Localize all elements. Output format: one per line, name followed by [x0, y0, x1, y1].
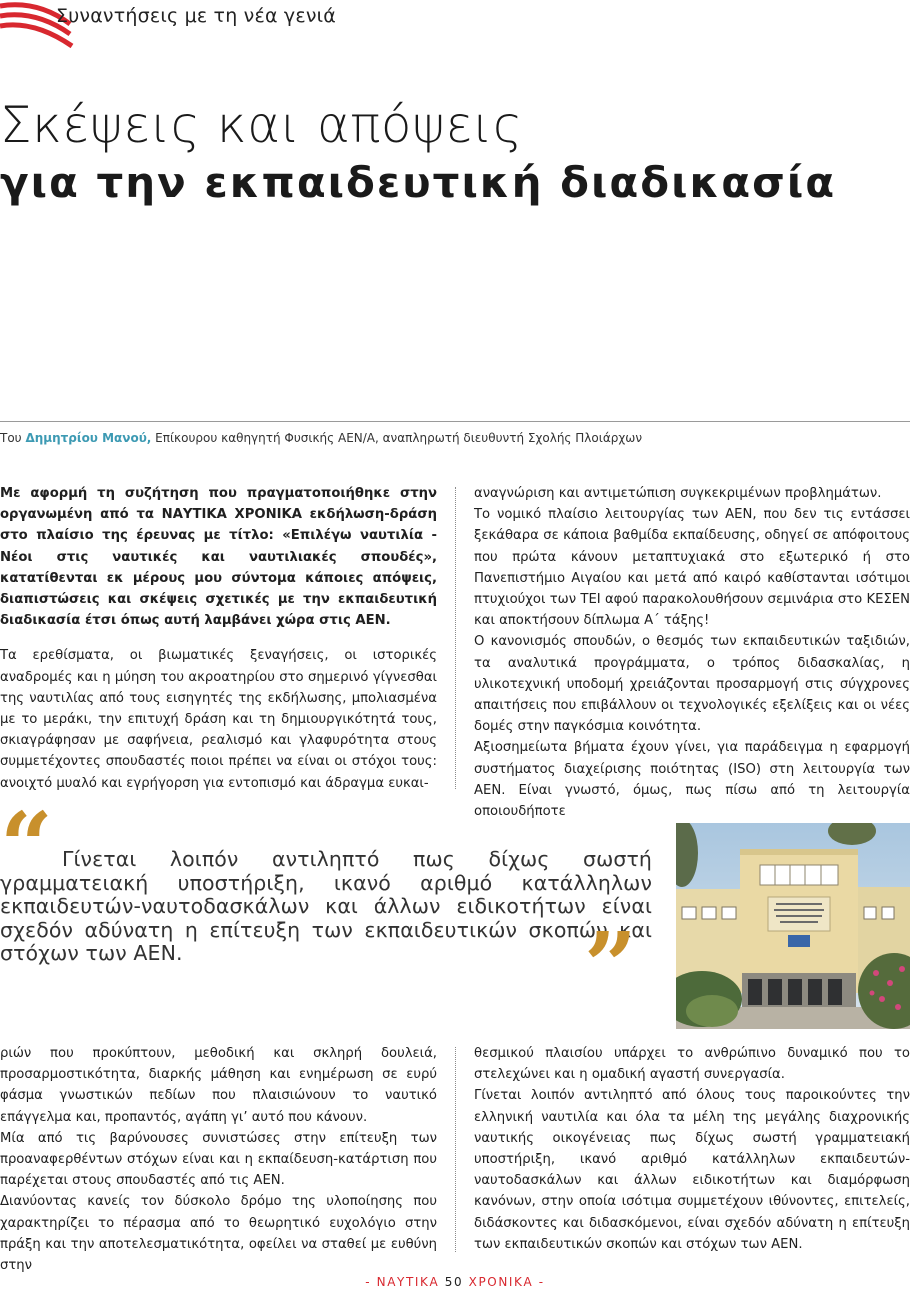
- open-quote-mark-icon: “: [0, 792, 53, 900]
- article-title-line2: για την εκπαιδευτική διαδικασία: [0, 158, 837, 207]
- school-building-photo: [676, 823, 910, 1029]
- byline: [0, 431, 910, 445]
- body-paragraph: θεσμικού πλαισίου υπάρχει το ανθρώπινο δυναμικό που το στελεχώνει και η ομαδική αγαστή συνεργασία.: [474, 1046, 910, 1083]
- footer-magazine-word1: ΝΑΥΤΙΚΑ: [376, 1275, 440, 1289]
- body-paragraph: ριών που προκύπτουν, μεθοδική και σκληρή δουλειά, προσαρμοστικότητα, διαρκής μάθηση και ενημέρωση σε ευρύ φάσμα γνωστικών πεδίων που πλαισιώνουν το ναυτικό επάγγελμα και, προπαντός, αγάπη γι’ αυτό που κάνουν.: [0, 1046, 437, 1125]
- byline-author: Δημητρίου Μανού,: [25, 431, 152, 445]
- column-divider: [455, 1047, 456, 1252]
- body-paragraph: Μία από τις βαρύνουσες συνιστώσες στην επίτευξη των προαναφερθέντων στόχων είναι και η εκπαίδευση-κατάρτιση που παρέχεται στους σπουδαστές από τις ΑΕΝ.: [0, 1130, 437, 1189]
- column-bottom-right: [474, 1043, 910, 1255]
- page-footer: [0, 1275, 910, 1289]
- section-title: Συναντήσεις με τη νέα γενιά: [56, 5, 337, 27]
- byline-prefix: Του: [0, 431, 26, 445]
- body-paragraph: αναγνώριση και αντιμετώπιση συγκεκριμένων προβλημάτων.: [474, 486, 882, 501]
- page-header: [0, 0, 910, 52]
- column-divider: [455, 487, 456, 789]
- close-quote-mark-icon: ”: [584, 912, 637, 1020]
- body-paragraph: Το νομικό πλαίσιο λειτουργίας των ΑΕΝ, που δεν τις εντάσσει ξεκάθαρα σε κάποια βαθμίδα εκπαίδευσης, οδηγεί σε απόφοιτους που πρώτα κάνουν μεταπτυχιακά στο εξωτερικό ή στο Πανεπιστήμιο Αιγαίου και μετά από καιρό καθίστανται ισότιμοι πτυχιούχοι των ΤΕΙ αφού παρακολουθήσουν σεμινάρια στο ΚΕΣΕΝ και αποκτήσουν δίπλωμα Α΄ τάξης!: [474, 507, 910, 629]
- column-top-left: [0, 483, 437, 794]
- building-illustration: [676, 823, 910, 1029]
- horizontal-divider: [0, 421, 910, 422]
- page-number: 50: [444, 1275, 464, 1289]
- article-title-line1: Σκέψεις και απόψεις: [0, 96, 523, 154]
- column-top-right: [474, 483, 910, 822]
- body-paragraph: Ο κανονισμός σπουδών, ο θεσμός των εκπαιδευτικών ταξιδιών, τα αναλυτικά προγράμματα, ο τρόπος διδασκαλίας, η υλικοτεχνική υποδομή χρειάζονται προσαρμογή στις σύγχρονες απαιτήσεις που επιβάλλουν οι τεχνολογικές εξελίξεις και οι νέες δομές στην παγκόσμια κοινότητα.: [474, 634, 910, 735]
- footer-magazine-word2: ΧΡΟΝΙΚΑ: [468, 1275, 534, 1289]
- body-paragraph: Τα ερεθίσματα, οι βιωματικές ξεναγήσεις, οι ιστορικές αναδρομές και η μύηση του ακροατηρίου στο σημερινό γίγνεσθαι της ναυτιλίας από τους εισηγητές της εκδήλωσης, μπολιασμένα με το μεράκι, την επιτυχή δράση και τη δημιουργικότητά τους, σκιαγράφησαν με σαφήνεια, ρεαλισμό και γλαφυρότητα στους συμμετέχοντες σπουδαστές ποιοι πρέπει να είναι οι στόχοι τους: ανοιχτό μυαλό και εγρήγορση για εντοπισμό και άδραγμα ευκαι-: [0, 648, 437, 791]
- body-paragraph: Αξιοσημείωτα βήματα έχουν γίνει, για παράδειγμα η εφαρμογή συστήματος διαχείρισης ποιότητας (ISO) στη λειτουργία των ΑΕΝ. Είναι γνωστό, όμως, πως πίσω από τη λειτουργία οποιουδήποτε: [474, 740, 910, 820]
- body-paragraph: Διανύοντας κανείς τον δύσκολο δρόμο της υλοποίησης που χαρακτηρίζει το πέρασμα από το θεωρητικό ευχολόγιο στην πράξη και την αποτελεσματικότητα, οφείλει να σταθεί με ευθύνη στην: [0, 1194, 437, 1274]
- pull-quote: Γίνεται λοιπόν αντιληπτό πως δίχως σωστή γραμματειακή υποστήριξη, ικανό αριθμό κατάλληλων εκπαιδευτών-ναυτοδασκάλων και άλλων ειδικοτήτων είναι σχεδόν αδύνατη η επίτευξη των εκπαιδευτικών σκοπών και στόχων των ΑΕΝ.: [0, 847, 652, 965]
- body-paragraph: Γίνεται λοιπόν αντιληπτό από όλους τους παροικούντες την ελληνική ναυτιλία και όλα τα μέλη της μεγάλης διαχρονικής ναυτικής οικογένειας πως δίχως σωστή γραμματειακή υποστήριξη, ικανό αριθμό κατάλληλων εκπαιδευτών-ναυτοδασκάλων και άλλων ειδικοτήτων και διαμόρφωση κανόνων, στην οποία ισότιμα συμμετέχουν ιθύνοντες, επιτελείς, διδάσκοντες και διδασκόμενοι, είναι σχεδόν αδύνατη η επίτευξη των εκπαιδευτικών σκοπών και στόχων των ΑΕΝ.: [474, 1088, 910, 1252]
- byline-rest: Επίκουρου καθηγητή Φυσικής ΑΕΝ/Α, αναπληρωτή διευθυντή Σχολής Πλοιάρχων: [151, 431, 643, 445]
- lead-paragraph: Με αφορμή τη συζήτηση που πραγματοποιήθηκε στην οργανωμένη από τα ΝΑΥΤΙΚΑ ΧΡΟΝΙΚΑ εκδήλωση-δράση στο πλαίσιο της έρευνας με τίτλο: «Επιλέγω ναυτιλία - Νέοι στις ναυτικές και ναυτιλιακές σπουδές», κατατίθενται εκ μέρους μου σύντομα κάποιες απόψεις, διαπιστώσεις και σκέψεις σχετικές με την εκπαιδευτική διαδικασία έτσι όπως αυτή λαμβάνει χώρα στις ΑΕΝ.: [0, 486, 437, 629]
- column-bottom-left: [0, 1043, 437, 1276]
- footer-dash-left: -: [365, 1275, 377, 1289]
- footer-dash-right: -: [533, 1275, 545, 1289]
